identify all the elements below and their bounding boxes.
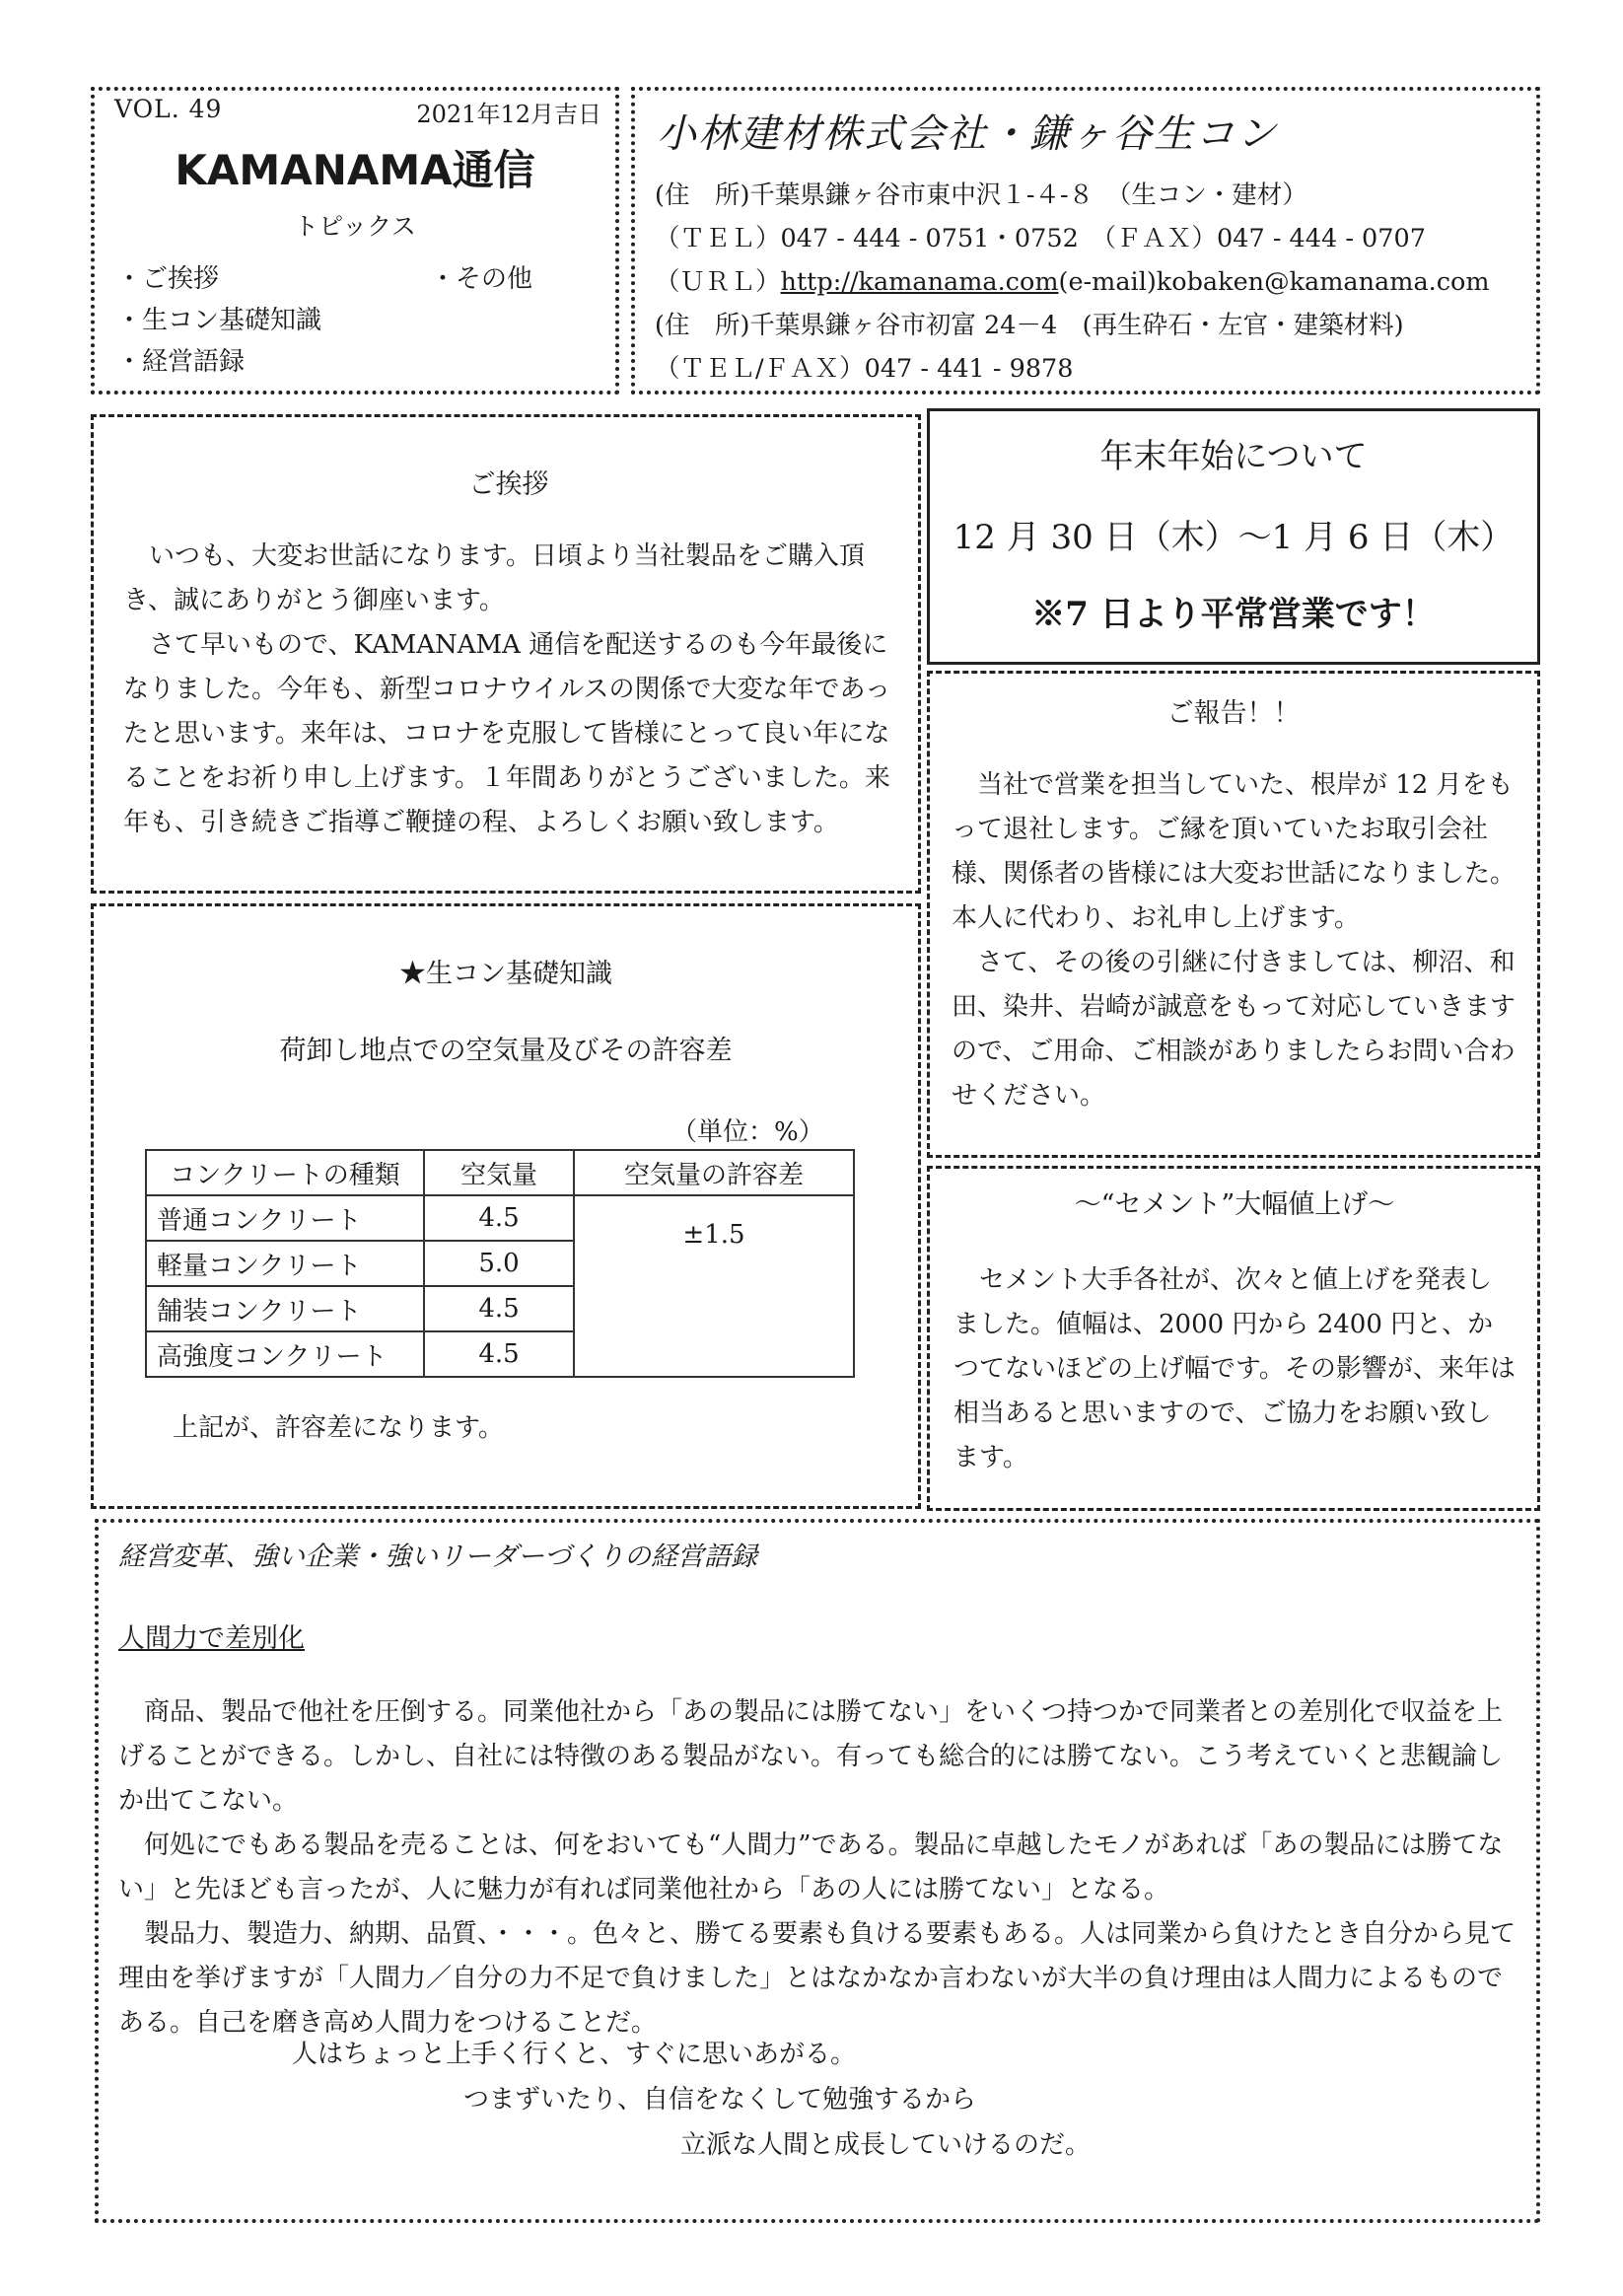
report-title: ご報告！！ — [1166, 698, 1301, 729]
website-link[interactable]: http://kamanama.com — [780, 267, 1059, 297]
air-content-table — [145, 1149, 855, 1378]
company-info-box — [631, 87, 1540, 395]
table-header: 空気量 — [424, 1150, 574, 1195]
table-cell: 4.5 — [424, 1286, 574, 1331]
address-line-2: (住 所)千葉県鎌ヶ谷市初富 24－4 (再生砕石・左官・建築材料) — [655, 311, 1404, 340]
poem-line: 人はちょっと上手く行くと、すぐに思いあがる。 — [292, 2040, 857, 2069]
greeting-title: ご挨拶 — [468, 469, 549, 500]
quotes-subheading: 人間力で差別化 — [118, 1623, 305, 1654]
management-quotes-box — [95, 1519, 1540, 2223]
topic-item: ・生コン基礎知識 — [116, 306, 322, 335]
report-box — [927, 671, 1540, 1158]
cement-box — [927, 1166, 1540, 1511]
notice-dates: 12 月 30 日（木）～1 月 6 日（木） — [953, 518, 1515, 557]
table-cell: 4.5 — [424, 1331, 574, 1377]
topic-item: ・経営語録 — [116, 347, 246, 377]
knowledge-box — [91, 903, 921, 1509]
poem-line: つまずいたり、自信をなくして勉強するから — [463, 2085, 977, 2115]
quotes-heading: 経営変革、強い企業・強いリーダーづくりの経営語録 — [118, 1542, 757, 1572]
volume-number: VOL. 49 — [114, 95, 223, 123]
tolerance-cell: ±1.5 — [574, 1195, 854, 1377]
issue-date: 2021年12月吉日 — [416, 101, 601, 128]
quotes-paragraph: 何処にでもある製品を売ることは、何をおいても“人間力”である。製品に卓越したモノがあれば「あの製品には勝てない」と先ほども言ったが、人に魅力が有れば同業他社から「あの人には勝てない」となる。 — [118, 1830, 1504, 1904]
knowledge-footer: 上記が、許容差になります。 — [173, 1413, 504, 1443]
tel-fax-line-2: （ＴＥＬ/ＦＡＸ）047 - 441 - 9878 — [655, 354, 1074, 384]
url-label: （ＵＲＬ） — [655, 267, 781, 297]
quotes-paragraph: 製品力、製造力、納期、品質、・・・。色々と、勝てる要素も負ける要素もある。人は同業から負けたとき自分から見て理由を挙げますが「人間力／自分の力不足で負けました」とはなかなか言わないが大半の負け理由は人間力によるものである。自己を磨き高め人間力をつけることだ。 — [118, 1919, 1517, 2038]
table-cell: 高強度コンクリート — [146, 1331, 424, 1377]
topics-heading: トピックス — [294, 212, 416, 241]
report-paragraph: 当社で営業を担当していた、根岸が 12 月をもって退社します。ご縁を頂いていたお取引会社様、関係者の皆様には大変お世話になりました。本人に代わり、お礼申し上げます。 — [952, 770, 1517, 933]
table-cell: 4.5 — [424, 1195, 574, 1241]
greeting-paragraph: さて早いもので、KAMANAMA 通信を配送するのも今年最後になりました。今年も、新型コロナウイルスの関係で大変な年であったと思います。来年は、コロナを克服して皆様にとって良い年になることをお祈り申し上げます。１年間ありがとうございました。来年も、引き続きご指導ご鞭撻の程、よろしくお願い致します。 — [123, 630, 891, 837]
poem-line: 立派な人間と成長していけるのだ。 — [680, 2130, 1092, 2160]
newsletter-title: KAMANAMA通信 — [175, 146, 535, 194]
greeting-paragraph: いつも、大変お世話になります。日頃より当社製品をご購入頂き、誠にありがとう御座います。 — [123, 541, 865, 615]
table-header: 空気量の許容差 — [574, 1150, 854, 1195]
tel-fax-line: （ＴＥＬ）047 - 444 - 0751・0752 （ＦＡＸ）047 - 444 - 0707 — [655, 224, 1426, 253]
holiday-notice-box — [927, 408, 1540, 665]
address-line: (住 所)千葉県鎌ヶ谷市東中沢１-４-８ （生コン・建材） — [655, 180, 1307, 210]
table-header: コンクリートの種類 — [146, 1150, 424, 1195]
report-paragraph: さて、その後の引継に付きましては、柳沼、和田、染井、岩崎が誠意をもって対応していきますので、ご用命、ご相談がありましたらお問い合わせください。 — [952, 948, 1517, 1111]
topic-item: ・その他 — [430, 264, 533, 294]
cement-title: ～“セメント”大幅値上げ～ — [1074, 1189, 1395, 1220]
company-name: 小林建材株式会社・鎌ヶ谷生コン — [657, 111, 1278, 157]
greeting-box — [91, 414, 921, 894]
table-row — [146, 1195, 854, 1241]
cement-paragraph: セメント大手各社が、次々と値上げを発表しました。値幅は、2000 円から 2400 円と、かつてないほどの上げ幅です。その影響が、来年は相当あると思いますので、ご協力をお願い致します。 — [953, 1265, 1516, 1472]
notice-title: 年末年始について — [1099, 437, 1368, 476]
table-cell: 舗装コンクリート — [146, 1286, 424, 1331]
topic-item: ・ご挨拶 — [116, 264, 220, 294]
notice-resume: ※7 日より平常営業です！ — [1031, 595, 1436, 634]
table-cell: 軽量コンクリート — [146, 1241, 424, 1286]
url-line — [655, 262, 1490, 298]
knowledge-subtitle: 荷卸し地点での空気量及びその許容差 — [279, 1036, 733, 1066]
unit-label: （単位：%） — [671, 1117, 824, 1147]
table-header-row — [146, 1150, 854, 1195]
quotes-paragraph: 商品、製品で他社を圧倒する。同業他社から「あの製品には勝てない」をいくつ持つかで同業者との差別化で収益を上げることができる。しかし、自社には特徴のある製品がない。有っても総合的には勝てない。こう考えていくと悲観論しか出てこない。 — [118, 1697, 1504, 1816]
knowledge-title: ★生コン基礎知識 — [399, 959, 612, 989]
table-cell: 5.0 — [424, 1241, 574, 1286]
table-cell: 普通コンクリート — [146, 1195, 424, 1241]
email-text: (e-mail)kobaken@kamanama.com — [1058, 267, 1490, 297]
masthead-box — [91, 87, 619, 395]
